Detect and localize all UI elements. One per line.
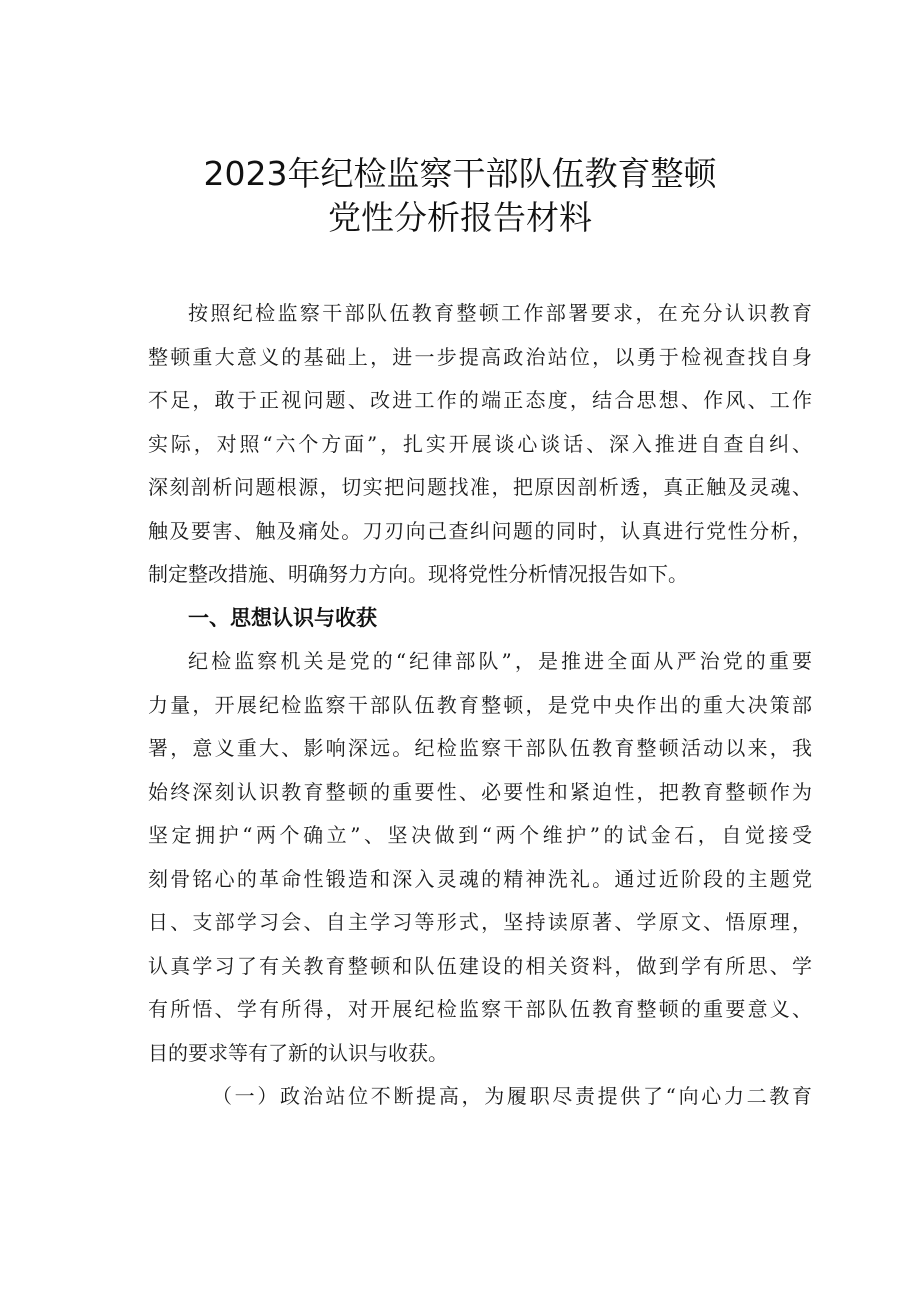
- subsection-heading: （一）政治站位不断提高，为履职尽责提供了“向心力二教育: [212, 1084, 812, 1108]
- paragraph-line: 坚定拥护“两个确立”、坚决做到“两个维护”的试金石，自觉接受: [148, 823, 812, 847]
- paragraph-line: 力量，开展纪检监察干部队伍教育整顿，是党中央作出的重大决策部: [148, 692, 812, 717]
- title-line-2: 党性分析报告材料: [328, 198, 592, 237]
- paragraph-line: 署，意义重大、影响深远。纪检监察干部队伍教育整顿活动以来，我: [148, 736, 812, 760]
- document-title: [0, 152, 920, 240]
- paragraph-line: 刻骨铭心的革命性锻造和深入灵魂的精神洗礼。通过近阶段的主题党: [148, 866, 812, 891]
- paragraph-line: 日、支部学习会、自主学习等形式，坚持读原著、学原文、悟原理，: [148, 910, 812, 934]
- paragraph-line: 整顿重大意义的基础上，进一步提高政治站位，以勇于检视查找自身: [148, 344, 812, 369]
- paragraph-line: 认真学习了有关教育整顿和队伍建设的相关资料，做到学有所思、学: [148, 953, 812, 978]
- title-line-1: 2023年纪检监察干部队伍教育整顿: [203, 154, 717, 193]
- paragraph-line: 触及要害、触及痛处。刀刃向己查纠问题的同时，认真进行党性分析，: [148, 518, 812, 543]
- section-heading: 一、思想认识与收获: [188, 605, 377, 630]
- paragraph-line: 制定整改措施、明确努力方向。现将党性分析情况报告如下。: [148, 562, 688, 586]
- document-body: [148, 292, 812, 1119]
- paragraph-line: 实际，对照“六个方面”，扎实开展谈心谈话、深入推进自查自纠、: [148, 431, 812, 456]
- paragraph-line: 按照纪检监察干部队伍教育整顿工作部署要求，在充分认识教育: [188, 301, 812, 325]
- paragraph-line: 不足，敢于正视问题、改进工作的端正态度，结合思想、作风、工作: [148, 388, 812, 412]
- paragraph-line: 深刻剖析问题根源，切实把问题找准，把原因剖析透，真正触及灵魂、: [148, 475, 812, 499]
- paragraph-line: 目的要求等有了新的认识与收获。: [148, 1040, 448, 1065]
- paragraph-line: 有所悟、学有所得，对开展纪检监察干部队伍教育整顿的重要意义、: [148, 997, 812, 1021]
- paragraph-line: 纪检监察机关是党的“纪律部队”，是推进全面从严治党的重要: [188, 649, 812, 673]
- paragraph-line: 始终深刻认识教育整顿的重要性、必要性和紧迫性，把教育整顿作为: [148, 779, 812, 804]
